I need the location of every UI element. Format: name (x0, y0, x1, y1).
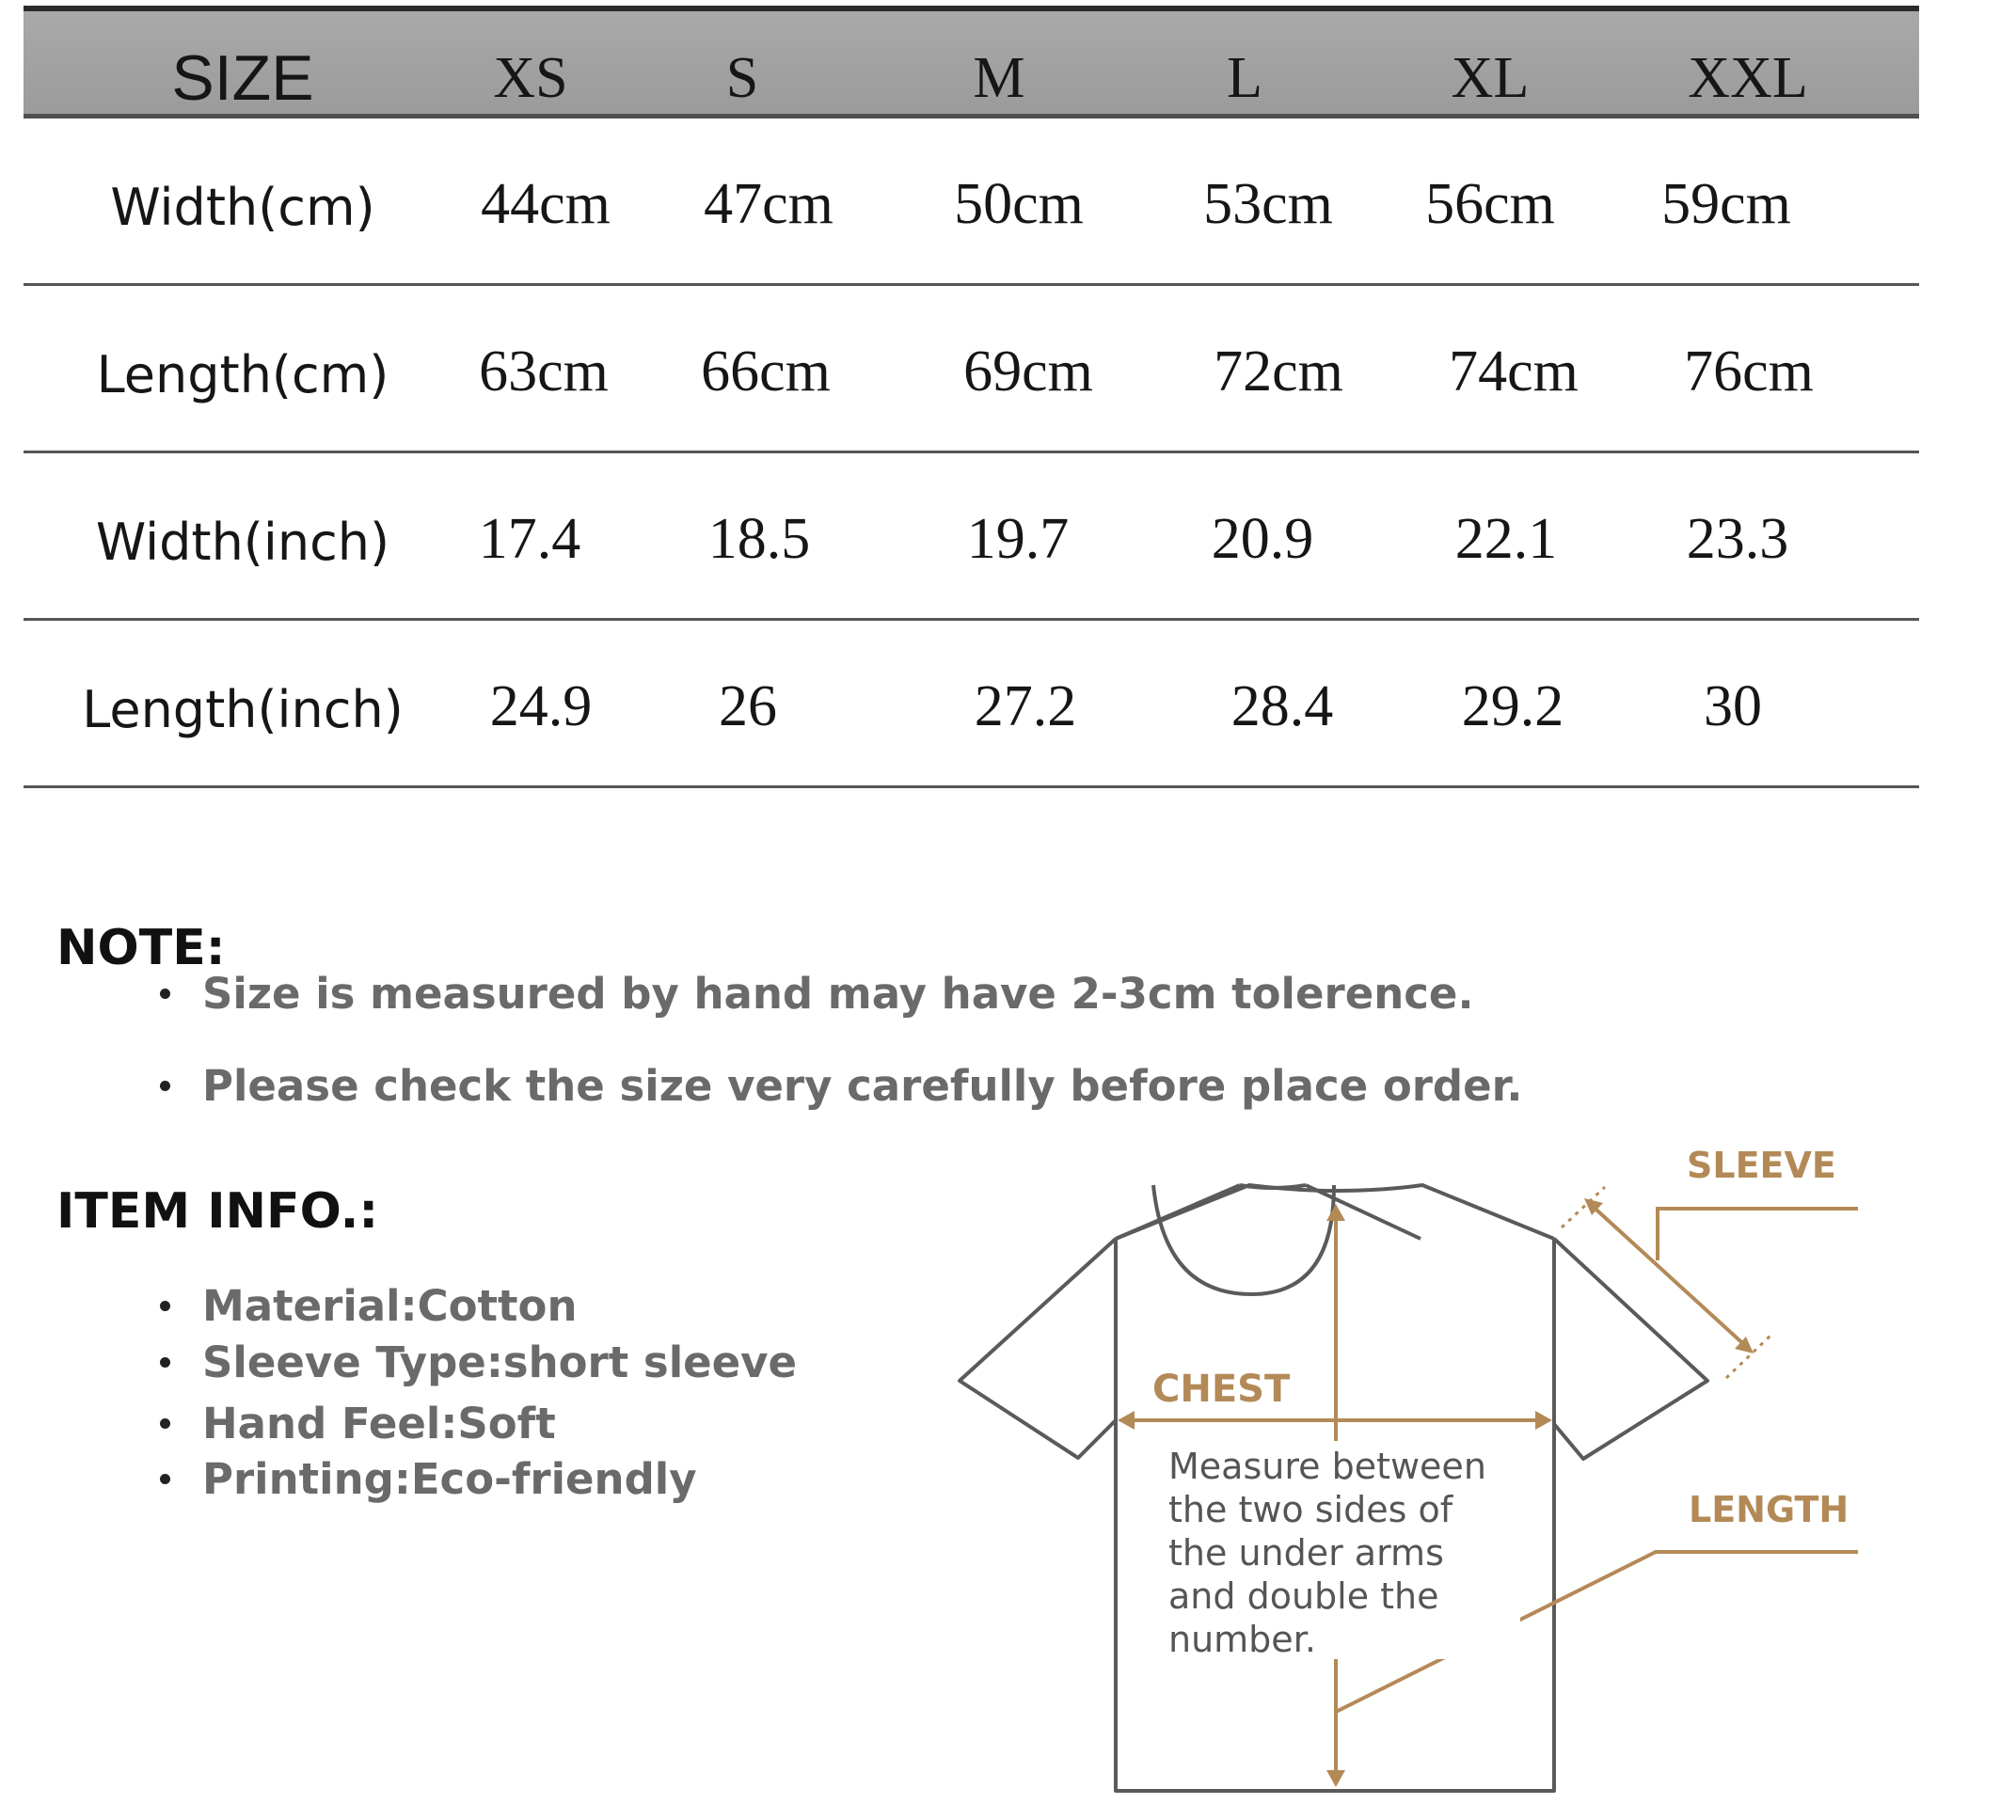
table-cell: 53cm (1203, 172, 1333, 236)
table-cell: 76cm (1684, 340, 1814, 404)
table-row (24, 621, 1919, 788)
sleeve-label: SLEEVE (1687, 1145, 1836, 1186)
header-m: M (973, 46, 1025, 110)
row-label: Width(inch) (95, 513, 390, 572)
header-l: L (1227, 46, 1262, 110)
bullet-dot (160, 1418, 170, 1429)
table-cell: 20.9 (1211, 507, 1314, 571)
header-xl: XL (1451, 46, 1530, 110)
chest-label: CHEST (1152, 1368, 1291, 1411)
table-cell: 59cm (1661, 172, 1791, 236)
tshirt-right-sleeve (1554, 1239, 1707, 1459)
note-item-text: Size is measured by hand may have 2-3cm tolerence. (202, 969, 1474, 1019)
header-size: SIZE (171, 42, 314, 114)
length-label: LENGTH (1689, 1489, 1849, 1530)
table-cell: 23.3 (1686, 507, 1789, 571)
bullet-dot (160, 989, 170, 999)
table-cell: 17.4 (478, 507, 581, 571)
table-cell: 69cm (963, 340, 1093, 404)
row-label: Length(cm) (96, 345, 389, 404)
table-header-row (24, 11, 1919, 119)
item-info-item (160, 1281, 578, 1331)
table-cell: 30 (1704, 674, 1762, 738)
table-cell: 66cm (701, 340, 831, 404)
chest-description (1163, 1441, 1520, 1660)
table-cell: 63cm (479, 340, 609, 404)
chest-description-line: the under arms (1168, 1532, 1444, 1574)
table-cell: 28.4 (1230, 674, 1334, 738)
item-info-item (160, 1337, 797, 1387)
note-item (160, 969, 1474, 1019)
table-row (24, 453, 1919, 621)
bullet-dot (160, 1474, 170, 1484)
bullet-dot (160, 1357, 170, 1368)
chest-description-line: and double the (1168, 1575, 1439, 1617)
row-label: Width(cm) (110, 178, 375, 237)
chest-description-line: the two sides of (1168, 1489, 1453, 1530)
sleeve-arrow (1562, 1187, 1858, 1378)
row-label: Length(inch) (82, 680, 404, 739)
table-row (24, 119, 1919, 286)
table-cell: 50cm (954, 172, 1084, 236)
table-row (24, 286, 1919, 453)
table-cell: 44cm (481, 172, 611, 236)
table-cell: 27.2 (974, 674, 1077, 738)
bullet-dot (160, 1081, 170, 1091)
table-cell: 47cm (704, 172, 833, 236)
note-heading: NOTE: (56, 920, 226, 976)
item-info-text: Hand Feel:Soft (202, 1399, 556, 1448)
note-item (160, 1061, 1523, 1111)
item-info-item (160, 1399, 556, 1448)
item-info-text: Sleeve Type:short sleeve (202, 1337, 798, 1387)
table-cell: 22.1 (1454, 507, 1558, 571)
table-cell: 72cm (1214, 340, 1343, 404)
item-info-item (160, 1454, 697, 1504)
chest-description-line: number. (1168, 1619, 1316, 1660)
table-cell: 19.7 (966, 507, 1070, 571)
tshirt-measurement-diagram (950, 1129, 1891, 1806)
item-info-heading: ITEM INFO.: (56, 1183, 379, 1240)
table-cell: 74cm (1449, 340, 1579, 404)
header-xxl: XXL (1688, 46, 1808, 110)
note-item-text: Please check the size very carefully before place order. (202, 1061, 1523, 1111)
header-xs: XS (493, 46, 568, 110)
item-info-text: Material:Cotton (202, 1281, 578, 1331)
table-cell: 29.2 (1461, 674, 1564, 738)
chest-description-line: Measure between (1168, 1446, 1486, 1487)
table-cell: 18.5 (707, 507, 811, 571)
item-info-text: Printing:Eco-friendly (202, 1454, 697, 1504)
bullet-dot (160, 1301, 170, 1311)
table-cell: 24.9 (489, 674, 593, 738)
header-s: S (725, 46, 759, 110)
table-cell: 26 (719, 674, 777, 738)
table-cell: 56cm (1425, 172, 1555, 236)
